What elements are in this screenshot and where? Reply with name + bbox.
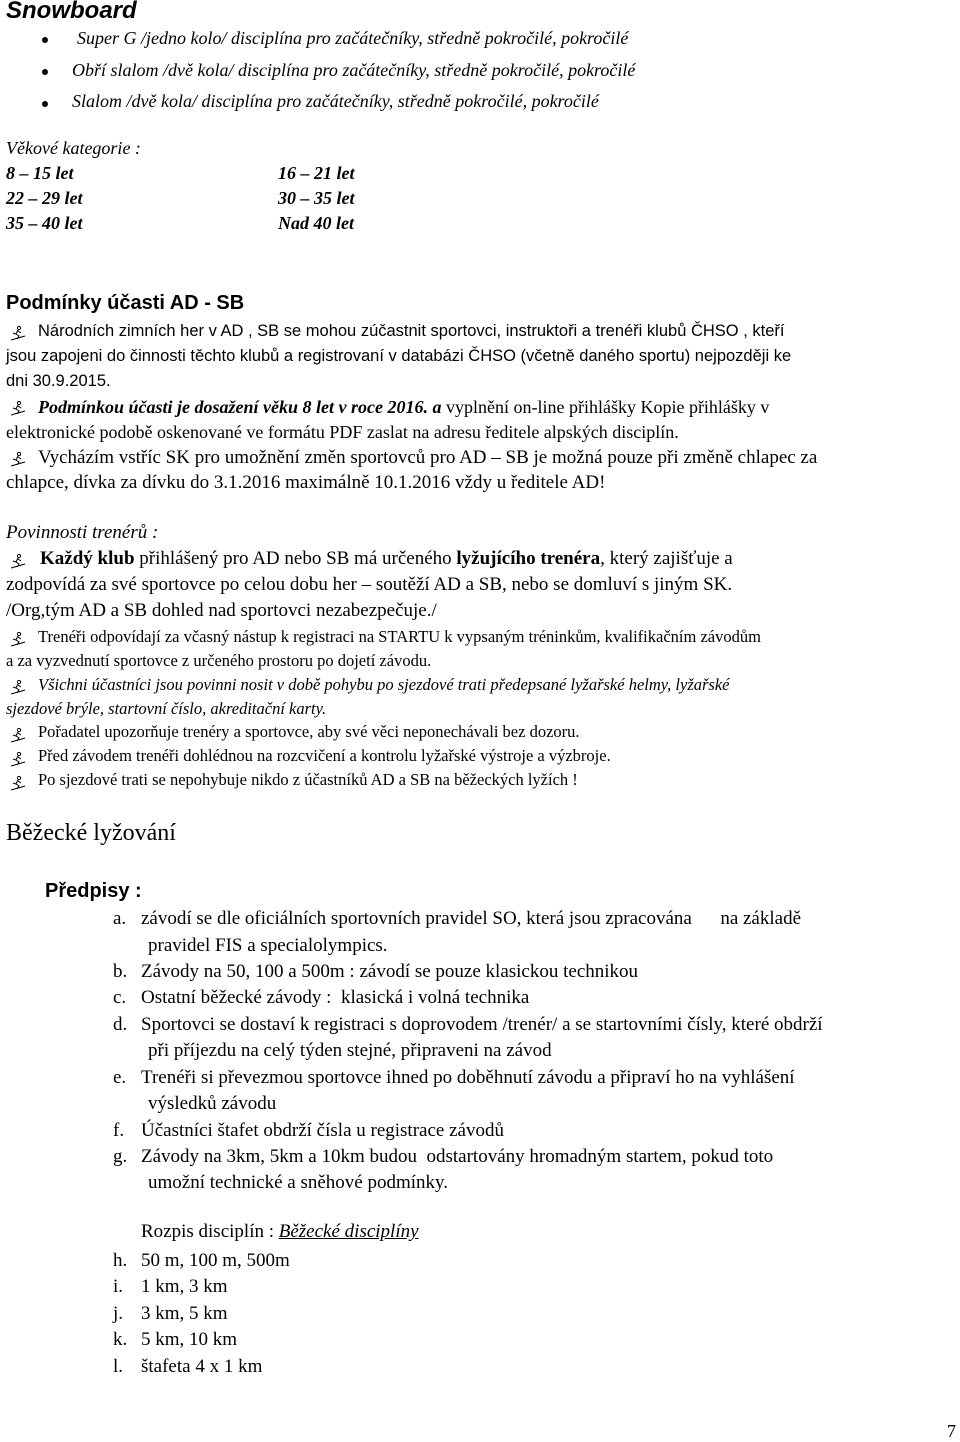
schedule-item: 1 km, 3 km xyxy=(141,1276,228,1297)
coach-text: Všichni účastníci jsou povinni nosit v době pohybu po sjezdové trati předepsané lyžařské helmy, lyžařské xyxy=(38,675,730,694)
schedule-marker: h. xyxy=(113,1250,128,1271)
conditions-text: vyplnění on-line přihlášky Kopie přihlášky v xyxy=(441,397,770,417)
rule-text: Závody na 50, 100 a 500m : závodí se pouze klasickou technikou xyxy=(141,961,639,982)
bullet-dot xyxy=(42,37,48,43)
age-category: 35 – 40 let xyxy=(6,213,83,233)
coach-text: přihlášený pro AD nebo SB má určeného xyxy=(134,548,457,569)
rule-marker: c. xyxy=(113,987,127,1008)
conditions-text: dni 30.9.2015. xyxy=(6,372,111,390)
rule-marker: d. xyxy=(113,1014,128,1035)
coach-text: Po sjezdové trati se nepohybuje nikdo z účastníků AD a SB na běžeckých lyžích ! xyxy=(38,770,578,789)
discipline-item: Slalom /dvě kola/ disciplína pro začátečníky, středně pokročilé, pokročilé xyxy=(72,91,599,111)
schedule-item: 5 km, 10 km xyxy=(141,1329,238,1350)
conditions-heading: Podmínky účasti AD - SB xyxy=(6,292,245,314)
rule-marker: b. xyxy=(113,961,128,982)
coach-text: /Org,tým AD a SB dohled nad sportovci nezabezpečuje./ xyxy=(6,600,437,621)
rule-marker: g. xyxy=(113,1146,128,1167)
rule-text: Účastníci štafet obdrží čísla u registrace závodů xyxy=(141,1120,504,1141)
schedule-marker: l. xyxy=(113,1356,124,1377)
schedule-item: 50 m, 100 m, 500m xyxy=(141,1250,290,1271)
conditions-text: jsou zapojeni do činnosti těchto klubů a registrovaní v databázi ČHSO (včetně daného sportu) nejpozději ke xyxy=(6,347,792,365)
conditions-text: elektronické podobě oskenované ve formátu PDF zaslat na adresu ředitele alpských disciplín. xyxy=(6,422,679,442)
schedule-line xyxy=(141,1221,419,1243)
rule-text: výsledků závodu xyxy=(148,1093,277,1114)
age-requirement: Podmínkou účasti je dosažení věku 8 let v roce 2016. a xyxy=(38,397,442,417)
schedule-item: štafeta 4 x 1 km xyxy=(141,1356,263,1377)
schedule-marker: i. xyxy=(113,1276,124,1297)
page-title: Snowboard xyxy=(6,0,137,24)
skier-icon xyxy=(10,553,26,569)
age-category: 8 – 15 let xyxy=(6,163,74,183)
skier-icon xyxy=(10,325,26,341)
skier-icon xyxy=(10,400,26,416)
skier-icon xyxy=(10,451,26,467)
rules-heading: Předpisy : xyxy=(45,880,142,902)
coach-heading: Povinnosti trenérů : xyxy=(6,522,159,543)
rule-marker: f. xyxy=(113,1120,125,1141)
rule-text: Trenéři si převezmou sportovce ihned po doběhnutí závodu a připraví ho na vyhlášení xyxy=(141,1067,795,1088)
rule-marker: e. xyxy=(113,1067,127,1088)
rule-text: pravidel FIS a specialolympics. xyxy=(148,935,388,956)
emphasis: lyžujícího trenéra xyxy=(456,548,601,569)
schedule-marker: k. xyxy=(113,1329,128,1350)
skier-icon xyxy=(10,775,26,791)
emphasis: Každý klub xyxy=(40,548,135,569)
bullet-dot xyxy=(42,101,48,107)
schedule-title: Běžecké disciplíny xyxy=(278,1221,419,1242)
age-category: 30 – 35 let xyxy=(278,188,355,208)
rule-text: při příjezdu na celý týden stejné, připraveni na závod xyxy=(148,1040,552,1061)
rule-text: umožní technické a sněhové podmínky. xyxy=(148,1172,449,1193)
skier-icon xyxy=(10,679,26,695)
rule-text: Závody na 3km, 5km a 10km budou odstartovány hromadným startem, pokud toto xyxy=(141,1146,774,1167)
skier-icon xyxy=(10,631,26,647)
rule-text: Sportovci se dostaví k registraci s doprovodem /trenér/ a se startovními čísly, které obdrží xyxy=(141,1014,823,1035)
age-category: 16 – 21 let xyxy=(278,163,355,183)
coach-text: Pořadatel upozorňuje trenéry a sportovce, aby své věci neponechávali bez dozoru. xyxy=(38,722,580,741)
discipline-item: Super G /jedno kolo/ disciplína pro začátečníky, středně pokročilé, pokročilé xyxy=(77,28,629,48)
coach-text: sjezdové brýle, startovní číslo, akreditační karty. xyxy=(6,699,327,718)
cross-country-heading: Běžecké lyžování xyxy=(6,820,176,846)
schedule-marker: j. xyxy=(113,1303,124,1324)
rule-text: Ostatní běžecké závody : klasická i volná technika xyxy=(141,987,530,1008)
schedule-item: 3 km, 5 km xyxy=(141,1303,228,1324)
conditions-line xyxy=(38,397,769,418)
coach-text: , který zajišťuje a xyxy=(600,548,733,569)
discipline-item: Obří slalom /dvě kola/ disciplína pro začátečníky, středně pokročilé, pokročilé xyxy=(72,60,636,80)
rule-text: závodí se dle oficiálních sportovních pravidel SO, která jsou zpracována na základě xyxy=(141,908,802,929)
skier-icon xyxy=(10,727,26,743)
coach-text: zodpovídá za své sportovce po celou dobu her – soutěží AD a SB, nebo se domluví s jiným SK. xyxy=(6,574,733,595)
conditions-text: Vycházím vstříc SK pro umožnění změn sportovců pro AD – SB je možná pouze při změně chlapec za xyxy=(38,447,818,468)
age-heading: Věkové kategorie : xyxy=(6,138,141,158)
conditions-text: Národních zimních her v AD , SB se mohou zúčastnit sportovci, instruktoři a trenéři klubů ČHSO , kteří xyxy=(38,322,785,340)
bullet-dot xyxy=(42,69,48,75)
conditions-text: chlapce, dívka za dívku do 3.1.2016 maximálně 10.1.2016 vždy u ředitele AD! xyxy=(6,472,606,493)
page-number: 7 xyxy=(947,1421,956,1441)
age-category: 22 – 29 let xyxy=(6,188,83,208)
skier-icon xyxy=(10,751,26,767)
age-category: Nad 40 let xyxy=(278,213,354,233)
coach-text: Trenéři odpovídají za včasný nástup k registraci na STARTU k vypsaným tréninkům, kvalifikačním závodům xyxy=(38,627,761,646)
coach-line xyxy=(40,548,733,570)
schedule-label: Rozpis disciplín : xyxy=(141,1221,279,1242)
coach-text: a za vyzvednutí sportovce z určeného prostoru po dojetí závodu. xyxy=(6,651,432,670)
rule-marker: a. xyxy=(113,908,127,929)
coach-text: Před závodem trenéři dohlédnou na rozcvičení a kontrolu lyžařské výstroje a výzbroje. xyxy=(38,746,611,765)
